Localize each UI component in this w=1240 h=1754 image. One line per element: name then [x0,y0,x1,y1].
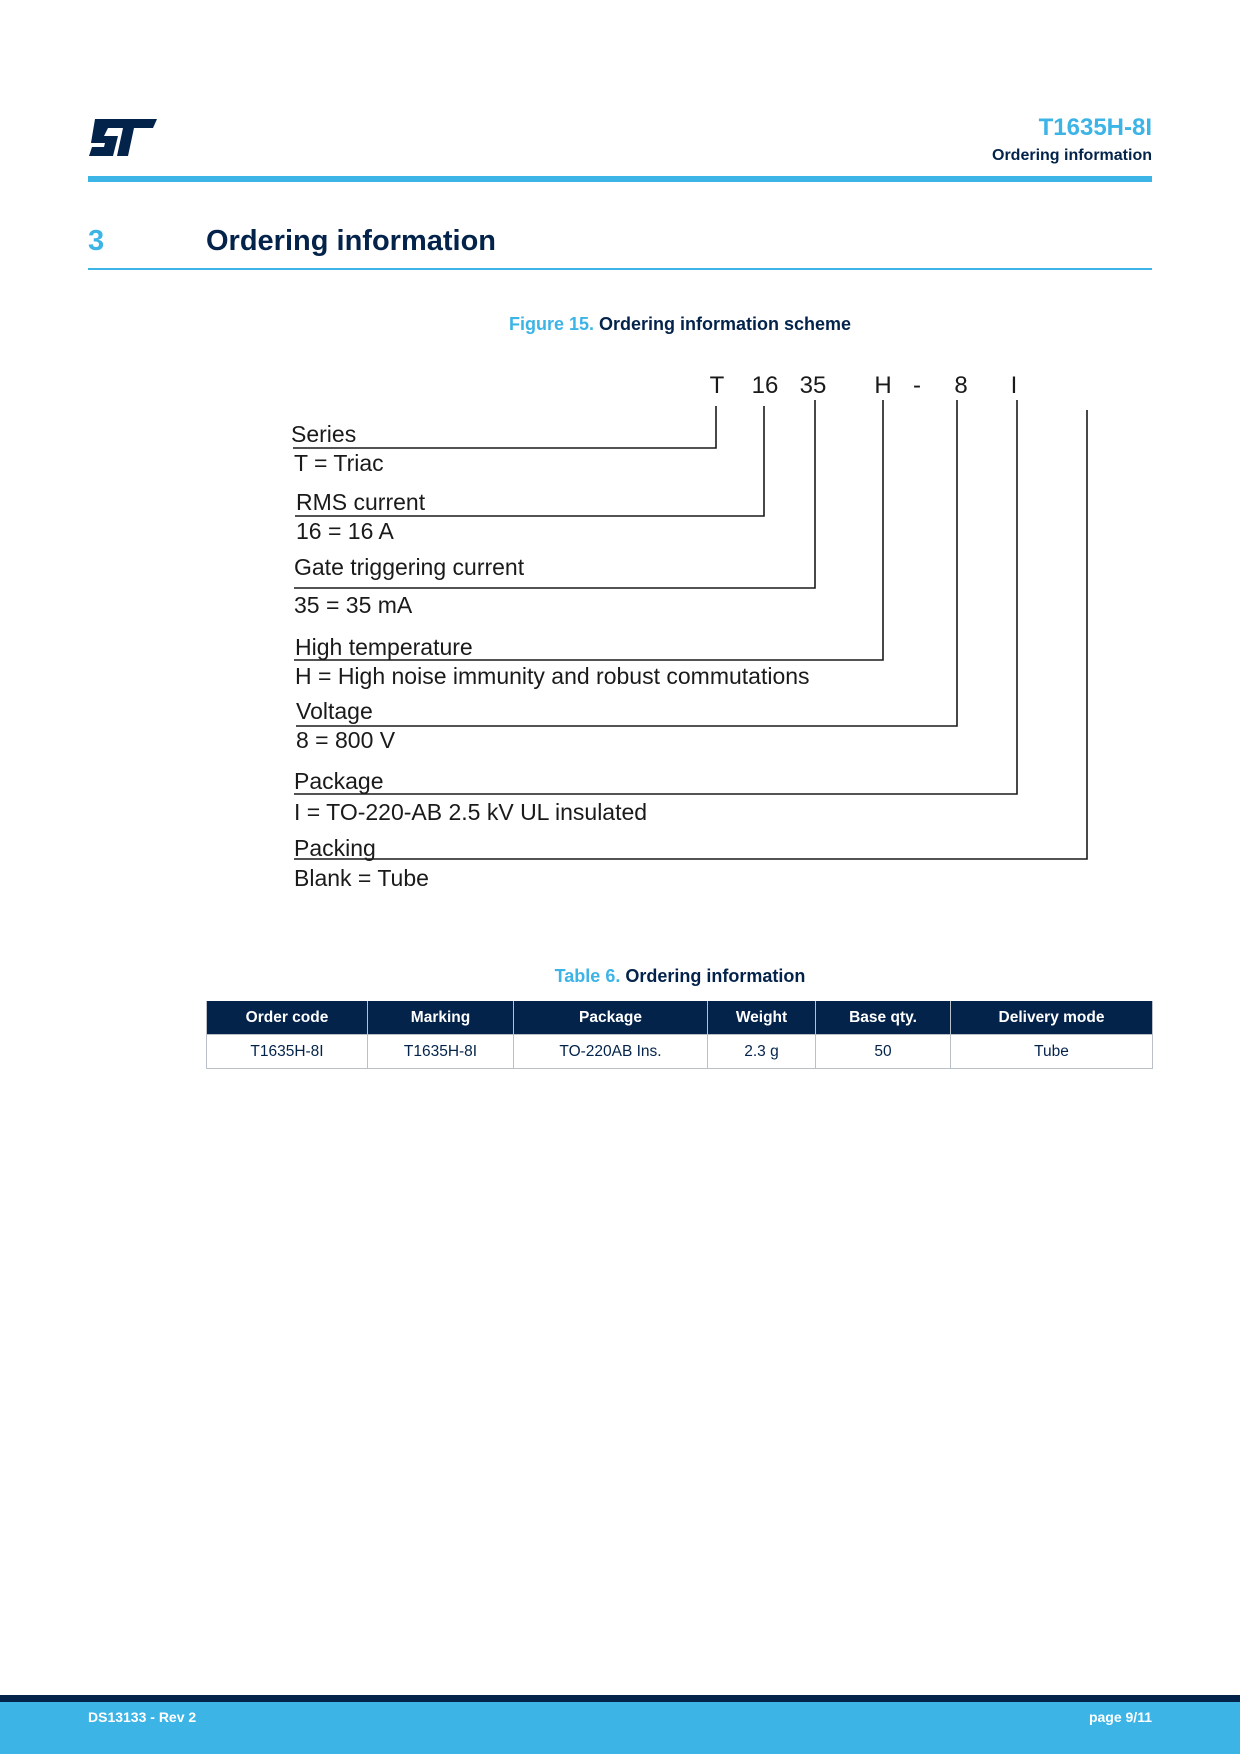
table-label: Table 6. [554,966,621,986]
field-name-package: Package [294,768,384,794]
col-header-delivery-mode: Delivery mode [951,1001,1153,1035]
table-caption [0,966,1240,987]
field-value-rms-current: 16 = 16 A [296,518,394,544]
field-value-voltage: 8 = 800 V [296,727,396,753]
footer-page-number: page 9/11 [1088,1709,1152,1725]
table-title: Ordering information [625,966,806,986]
code-part-dash: - [913,372,921,399]
field-name-rms-current: RMS current [296,489,426,515]
cell-marking: T1635H-8I [368,1035,514,1069]
cell-package: TO-220AB Ins. [514,1035,708,1069]
header-section-name: Ordering information [992,147,1152,164]
field-value-gate-current: 35 = 35 mA [294,592,413,618]
footer-dark-band [0,1695,1240,1702]
field-name-series: Series [291,421,357,447]
col-header-package: Package [514,1001,708,1035]
code-part-gate: 35 [799,372,827,399]
cell-order-code: T1635H-8I [207,1035,368,1069]
section-title: Ordering information [206,225,496,257]
figure-title: Ordering information scheme [599,314,852,334]
col-header-order-code: Order code [207,1001,368,1035]
field-name-packing: Packing [294,835,376,861]
section-number: 3 [88,225,105,257]
table-row [207,1035,1153,1069]
footer-doc-id: DS13133 - Rev 2 [88,1709,197,1725]
col-header-marking: Marking [368,1001,514,1035]
field-value-package: I = TO-220-AB 2.5 kV UL insulated [294,799,648,825]
field-name-gate-current: Gate triggering current [294,554,525,580]
cell-delivery-mode: Tube [951,1035,1153,1069]
code-part-temp: H [874,372,892,399]
leader-series [293,406,716,448]
field-name-voltage: Voltage [296,698,373,724]
field-value-high-temp: H = High noise immunity and robust commutations [295,663,810,689]
col-header-weight: Weight [708,1001,816,1035]
cell-base-qty: 50 [816,1035,951,1069]
cell-weight: 2.3 g [708,1035,816,1069]
field-value-series: T = Triac [294,450,384,476]
code-part-series: T [709,372,725,399]
col-header-base-qty: Base qty. [816,1001,951,1035]
field-value-packing: Blank = Tube [294,865,429,891]
code-part-current: 16 [751,372,779,399]
code-part-voltage: 8 [954,372,968,399]
table-header-row [207,1001,1153,1035]
figure-label: Figure 15. [508,314,594,334]
code-part-package: I [1010,372,1018,399]
header-product-title: T1635H-8I [1038,114,1152,141]
field-name-high-temp: High temperature [295,634,473,660]
ordering-table [206,1001,1153,1069]
